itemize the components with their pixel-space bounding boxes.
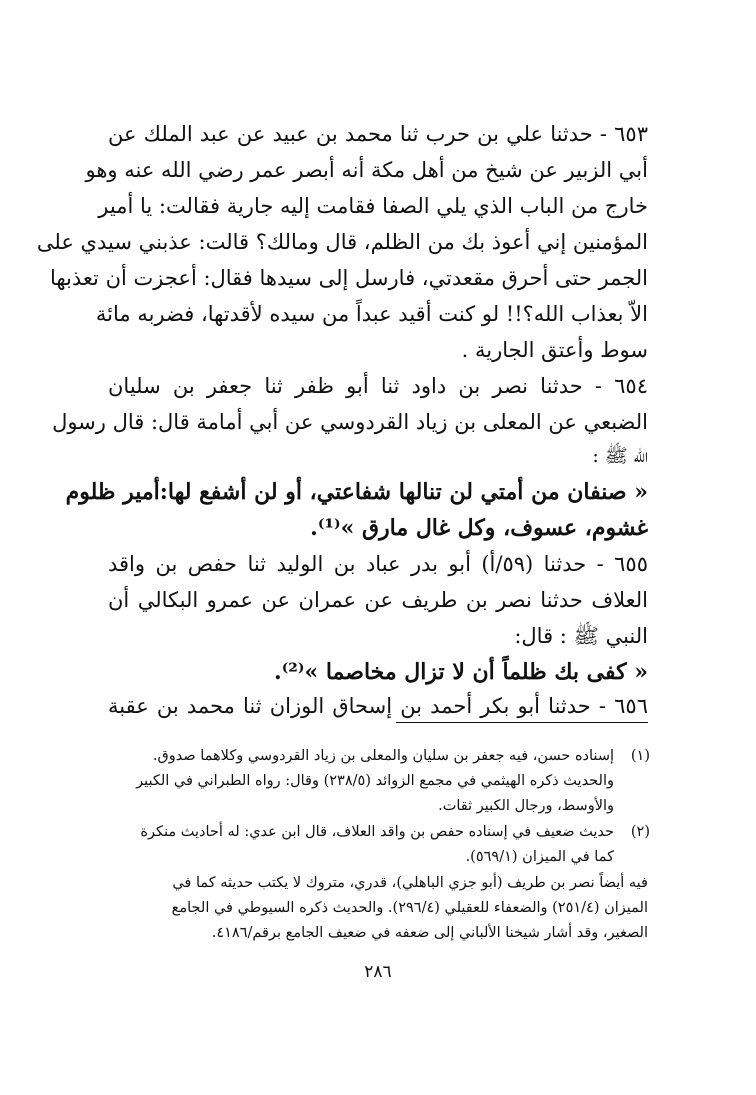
footnote-1-text-2: والحديث ذكره الهيثمي في مجمع الزوائد (٢٣٨/٥) وقال: رواه الطبراني في الكبير — [136, 773, 614, 789]
footnote-1-number: (١) — [630, 748, 650, 764]
footnote-2-line-5 — [108, 921, 648, 946]
footnote-1-text-3: والأوسط، ورجال الكبير ثقات. — [438, 798, 614, 814]
hadith-655-line-3: النبي ﷺ : قال: — [514, 624, 648, 648]
hadith-655-quote: « كفى بك ظلماً أن لا تزال مخاصما »⁽²⁾. — [274, 659, 648, 685]
footnote-2-line-4 — [108, 896, 648, 921]
footnote-1-line-2 — [108, 769, 648, 794]
footnote-divider — [396, 722, 648, 723]
footnote-1-line-1 — [108, 744, 648, 769]
footnote-2-line-3 — [108, 871, 648, 896]
hadith-653-line-3: خارج من الباب الذي يلي الصفا فقامت إليه جارية فقالت: يا أمير — [98, 194, 648, 218]
footnote-2-text-2: كما في الميزان (٥٦٩/١). — [465, 849, 614, 865]
footnote-2-number: (٢) — [630, 824, 650, 840]
hadith-653-line-4: المؤمنين إني أعوذ بك من الظلم، قال ومالك؟ قالت: عذبني سيدي على — [36, 230, 648, 254]
footnote-2-text-5: الصغير، وقد أشار شيخنا الألباني إلى ضعفه في ضعيف الجامع برقم/٤١٨٦. — [211, 925, 648, 941]
hadith-653-line-7: سوط وأعتق الجارية . — [461, 338, 648, 362]
footnote-1-text-1: إسناده حسن، فيه جعفر بن سليان والمعلى بن زياد القردوسي وكلاهما صدوق. — [152, 748, 614, 764]
footnote-2-line-2 — [108, 845, 648, 870]
hadith-653-line-1: ٦٥٣ - حدثنا علي بن حرب ثنا محمد بن عبيد عن عبد الملك عن — [108, 122, 648, 146]
hadith-656-line-1: ٦٥٦ - حدثنا أبو بكر أحمد بن إسحاق الوزان ثنا محمد بن عقبة — [108, 694, 648, 718]
footnote-1-line-3 — [108, 794, 648, 819]
hadith-654-quote-line-1: « صنفان من أمتي لن تنالها شفاعتي، أو لن أشفع لها:أمير ظلوم — [65, 479, 648, 505]
hadith-654-quote-line-2: غشوم، عسوف، وكل غال مارق »⁽¹⁾. — [310, 515, 648, 541]
hadith-654-line-3: الله ﷺ : — [592, 445, 648, 467]
hadith-653-line-5: الجمر حتى أحرق مقعدتي، فارسل إلى سيدها فقال: أعجزت أن تعذبها — [49, 266, 648, 290]
book-page — [36, 112, 650, 1012]
footnote-2-text-1: حديث ضعيف في إسناده حفص بن واقد العلاف، قال ابن عدي: له أحاديث منكرة — [140, 824, 614, 840]
hadith-654-line-2: الضبعي عن المعلى بن زياد القردوسي عن أبي أمامة قال: قال رسول — [52, 410, 648, 434]
hadith-653-line-2: أبي الزبير عن شيخ من أهل مكة أنه أبصر عمر رضي الله عنه وهو — [85, 158, 648, 182]
footnote-2-text-3: فيه أيضاً نصر بن طريف (أبو جزي الباهلي)، قدري، متروك لا يكتب حديثه كما في — [172, 875, 648, 891]
footnote-2-line-1 — [108, 820, 648, 845]
hadith-655-line-1: ٦٥٥ - حدثنا (٥٩/أ) أبو بدر عباد بن الوليد ثنا حفص بن واقد — [108, 552, 648, 576]
footnote-2-text-4: الميزان (٢٥١/٤) والضعفاء للعقيلي (٢٩٦/٤). والحديث ذكره السيوطي في الجامع — [171, 900, 648, 916]
hadith-655-line-2: العلاف حدثنا نصر بن طريف عن عمران عن عمرو البكالي أن — [108, 588, 648, 612]
page-number: ٢٨٦ — [364, 962, 392, 982]
hadith-654-line-1: ٦٥٤ - حدثنا نصر بن داود ثنا أبو ظفر ثنا جعفر بن سليان — [108, 374, 648, 398]
hadith-653-line-6: الاّ بعذاب الله؟!! لو كنت أقيد عبداً من سيده لأقدتها، فضربه مائة — [95, 302, 648, 326]
